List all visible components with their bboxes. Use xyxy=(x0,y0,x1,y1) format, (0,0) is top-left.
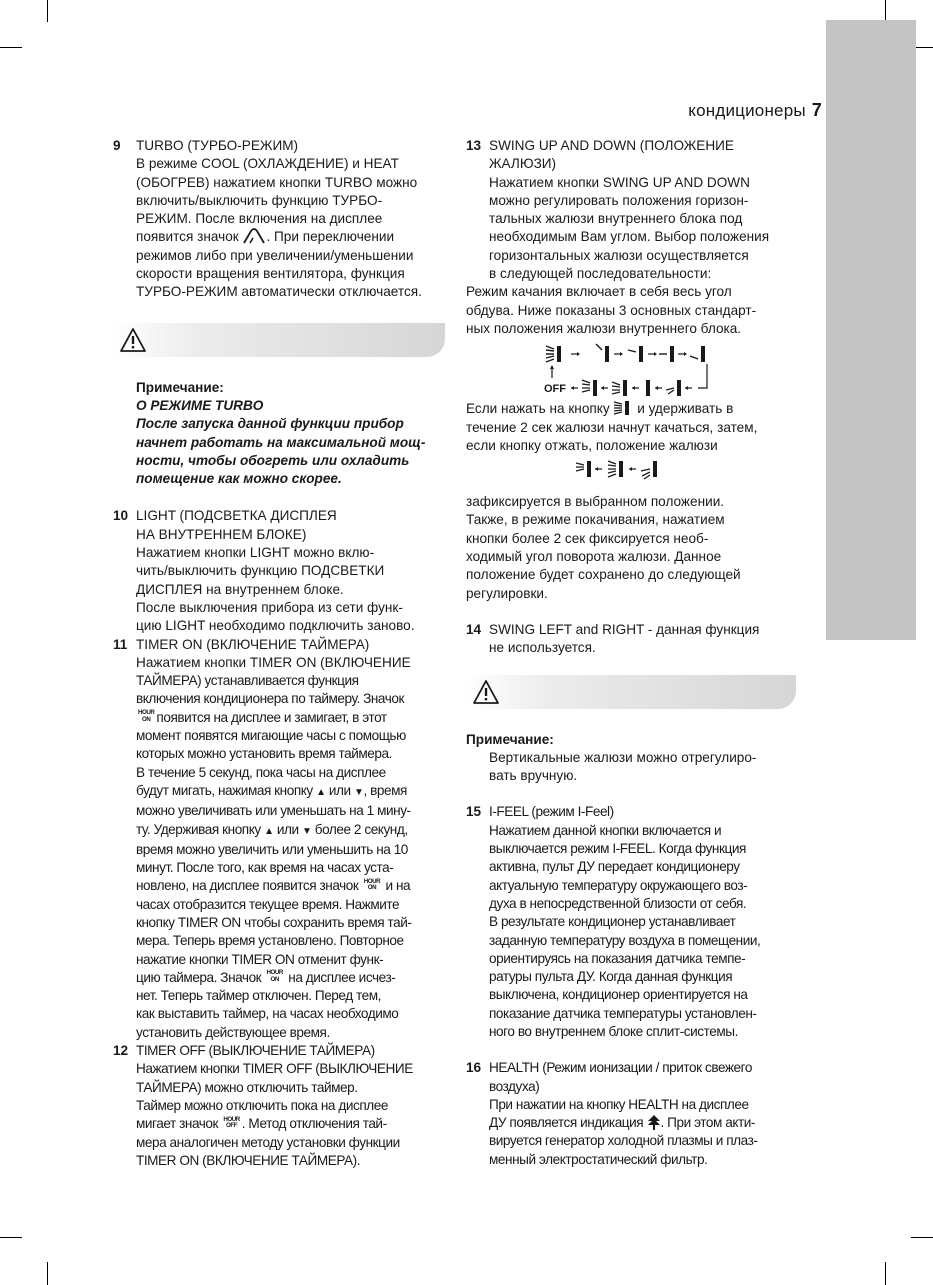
text-line: не используется. xyxy=(489,640,596,656)
hour-on-icon xyxy=(138,710,154,723)
text-line: кнопку TIMER ON чтобы сохранить время тай- xyxy=(136,914,412,930)
item-health xyxy=(466,1059,796,1169)
item-timer-on xyxy=(113,636,445,1043)
text-line: ЖАЛЮЗИ) xyxy=(489,156,557,172)
on-label: ON xyxy=(142,715,151,723)
warning-icon xyxy=(472,679,500,705)
item-number: 10 xyxy=(113,508,129,524)
text-line xyxy=(489,1114,796,1132)
text-line: необходимым Вам углом. Выбор положения xyxy=(489,229,770,245)
item-number: 15 xyxy=(466,804,482,820)
text-line: ТАЙМЕРА) устанавливается функция xyxy=(136,673,359,689)
crop-mark xyxy=(0,1237,22,1238)
note-line: После запуска данной функции прибор xyxy=(136,416,404,432)
text-line: ходимый угол поворота жалюзи. Данное xyxy=(466,549,722,565)
swing-fixed-text xyxy=(466,493,796,603)
swing-state-icon xyxy=(546,346,554,362)
text-line: вируется генератор холодной плазмы и плаз- xyxy=(489,1133,758,1149)
text-line: менный электростатический фильтр. xyxy=(489,1151,708,1167)
text-span: появится на дисплее и замигает, в этот xyxy=(156,709,387,725)
text-line: включения кондиционера по таймеру. Значок xyxy=(136,691,404,707)
text-line: При нажатии на кнопку HEALTH на дисплее xyxy=(489,1096,749,1112)
text-line: выключена, кондиционер ориентируется на xyxy=(489,987,748,1003)
text-line: РЕЖИМ. После включения на дисплее xyxy=(136,211,383,227)
crop-mark xyxy=(885,0,886,22)
health-icon xyxy=(647,1115,661,1130)
crop-mark xyxy=(47,0,48,22)
on-label: ON xyxy=(367,884,377,892)
crop-mark xyxy=(0,47,22,48)
note-subtitle: О РЕЖИМЕ TURBO xyxy=(136,397,264,413)
hour-label: HOUR xyxy=(138,709,155,717)
text-line: кнопки более 2 сек фиксируется необ- xyxy=(466,530,709,546)
note-title: Примечание: xyxy=(136,379,224,395)
right-column xyxy=(466,137,796,1169)
left-column xyxy=(113,137,445,1170)
text-line: I-FEEL (режим I-Feel) xyxy=(489,804,614,820)
warning-bar xyxy=(113,323,445,357)
item-number: 14 xyxy=(466,621,482,637)
text-line xyxy=(136,877,445,895)
text-span: мигает значок xyxy=(136,1116,219,1132)
text-line: если кнопку отжать, положение жалюзи xyxy=(466,437,718,453)
text-line: в следующей последовательности: xyxy=(489,266,712,282)
text-span: на дисплее исчез- xyxy=(288,969,396,985)
text-line: Нажатием данной кнопки включается и xyxy=(489,822,722,838)
text-span: . При этом акти- xyxy=(660,1115,755,1131)
text-line: LIGHT (ПОДСВЕТКА ДИСПЛЕЯ xyxy=(136,508,337,524)
warning-bar xyxy=(466,675,796,709)
text-line: ориентируясь на показания датчика темпе- xyxy=(489,950,746,966)
text-line: положение будет сохранено до следующей xyxy=(466,567,741,583)
text-line: регулировки. xyxy=(466,585,548,601)
text-line xyxy=(466,400,796,418)
text-line: течение 2 сек жалюзи начнут качаться, затем, xyxy=(466,419,758,435)
text-line: TIMER OFF (ВЫКЛЮЧЕНИЕ ТАЙМЕРА) xyxy=(136,1043,375,1059)
text-line xyxy=(136,969,445,987)
item-number: 9 xyxy=(113,138,121,153)
text-line: заданную температуру воздуха в помещении, xyxy=(489,932,761,948)
item-turbo xyxy=(113,137,445,302)
text-line: После выключения прибора из сети функ- xyxy=(136,599,403,615)
text-line xyxy=(136,821,445,841)
text-span: , время xyxy=(363,782,407,798)
text-line: тальных жалюзи внутреннего блока под xyxy=(489,211,743,227)
text-line xyxy=(136,228,445,246)
hour-label: HOUR xyxy=(363,877,381,885)
text-line: показание датчика температуры установлен- xyxy=(489,1005,757,1021)
text-line: TIMER ON (ВКЛЮЧЕНИЕ ТАЙМЕРА). xyxy=(136,1152,361,1168)
text-line: HEALTH (Режим ионизации / приток свежего xyxy=(489,1060,752,1076)
crop-mark xyxy=(47,1262,48,1285)
header-title: кондиционеры xyxy=(688,101,806,120)
hour-label: HOUR xyxy=(266,969,283,977)
note-line: помещение как можно скорее. xyxy=(136,471,342,487)
text-line: Таймер можно отключить пока на дисплее xyxy=(136,1097,388,1113)
text-line: скорости вращения вентилятора, функция xyxy=(136,266,405,282)
text-line: цию LIGHT необходимо подключить заново. xyxy=(136,618,415,634)
text-line: Нажатием кнопки SWING UP AND DOWN xyxy=(489,174,750,190)
text-line: как выставить таймер, на часах необходимо xyxy=(136,1006,399,1022)
text-line: чить/выключить функцию ПОДСВЕТКИ xyxy=(136,563,385,579)
on-label: ON xyxy=(270,975,279,983)
note-line: вать вручную. xyxy=(489,768,578,784)
note-line: Вертикальные жалюзи можно отрегулиро- xyxy=(489,749,757,765)
text-line: В режиме COOL (ОХЛАЖДЕНИЕ) и HEAT xyxy=(136,156,399,172)
text-line: можно увеличивать или уменьшать на 1 мину- xyxy=(136,803,411,819)
fixed-position-diagram xyxy=(466,455,796,493)
text-line: Нажатием кнопки TIMER ON (ВКЛЮЧЕНИЕ xyxy=(136,654,411,670)
text-line: можно регулировать положения горизон- xyxy=(489,192,749,208)
text-line: мера аналогичен методу установки функции xyxy=(136,1134,400,1150)
down-arrow-icon: ▼ xyxy=(353,786,364,798)
text-span: Если нажать на кнопку xyxy=(466,401,610,417)
text-span: появится значок xyxy=(136,229,239,245)
text-line: воздуха) xyxy=(489,1078,540,1094)
text-line xyxy=(136,709,445,727)
text-line: нет. Теперь таймер отключен. Перед тем, xyxy=(136,988,381,1004)
item-number: 16 xyxy=(466,1060,482,1076)
text-line: ТАЙМЕРА) можно отключить таймер. xyxy=(136,1079,358,1095)
text-line: Также, в режиме покачивания, нажатием xyxy=(466,512,725,528)
text-line: актуальную температуру окружающего воз- xyxy=(489,877,748,893)
note-turbo xyxy=(113,379,445,489)
text-line: обдува. Ниже показаны 3 основных стандарт- xyxy=(466,302,757,318)
text-span: или xyxy=(276,821,299,837)
text-line: активна, пульт ДУ передает кондиционеру xyxy=(489,859,740,875)
text-line: режимов либо при увеличении/уменьшении xyxy=(136,247,414,263)
text-line: ных положения жалюзи внутреннего блока. xyxy=(466,320,742,336)
text-line: зафиксируется в выбранном положении. xyxy=(466,494,725,510)
text-line: В течение 5 секунд, пока часы на дисплее xyxy=(136,764,386,780)
text-line: установить действующее время. xyxy=(136,1024,330,1040)
hour-label: HOUR xyxy=(223,1115,240,1123)
off-label: OFF xyxy=(544,383,566,396)
text-line: ДИСПЛЕЯ на внутреннем блоке. xyxy=(136,581,344,597)
hour-off-icon xyxy=(223,1117,239,1130)
text-line xyxy=(136,782,445,802)
text-span: или xyxy=(328,782,351,798)
page-header xyxy=(688,100,822,121)
text-line: Нажатием кнопки LIGHT можно вклю- xyxy=(136,545,375,561)
swing-press-text xyxy=(466,400,796,455)
text-line: нажатие кнопки TIMER ON отменит функ- xyxy=(136,951,384,967)
note-title: Примечание: xyxy=(466,731,554,747)
turbo-icon xyxy=(242,228,266,244)
swing-sequence-svg xyxy=(544,342,714,398)
off-label: OFF xyxy=(226,1122,238,1130)
text-line: (ОБОГРЕВ) нажатием кнопки TURBO можно xyxy=(136,174,418,190)
text-line: Нажатием кнопки TIMER OFF (ВЫКЛЮЧЕНИЕ xyxy=(136,1061,413,1077)
warning-icon xyxy=(119,327,147,353)
text-line: включить/выключить функцию ТУРБО- xyxy=(136,192,383,208)
note-line: ности, чтобы обогреть или охладить xyxy=(136,452,410,468)
text-line: выключается режим I-FEEL. Когда функция xyxy=(489,841,746,857)
text-line xyxy=(136,1115,445,1133)
side-tab xyxy=(826,20,916,640)
text-span: будут мигать, нажимая кнопку xyxy=(136,782,313,798)
text-span: и на xyxy=(385,878,411,894)
item-number: 11 xyxy=(113,636,128,652)
item-i-feel xyxy=(466,803,796,1041)
down-arrow-icon: ▼ xyxy=(301,825,312,837)
item-number: 12 xyxy=(113,1043,129,1059)
page-number: 7 xyxy=(811,100,822,120)
swing-sequence-diagram xyxy=(466,342,796,398)
text-line: горизонтальных жалюзи осуществляется xyxy=(489,247,749,263)
text-span: . При переключении xyxy=(266,229,395,245)
text-line: SWING UP AND DOWN (ПОЛОЖЕНИЕ xyxy=(489,138,734,153)
item-light xyxy=(113,507,445,635)
up-arrow-icon: ▲ xyxy=(316,786,326,798)
hour-on-icon xyxy=(267,970,283,983)
up-arrow-icon: ▲ xyxy=(264,825,274,837)
text-line: TURBO (ТУРБО-РЕЖИМ) xyxy=(136,138,299,153)
text-line: часах отобразится текущее время. Нажмите xyxy=(136,896,400,912)
text-span: ДУ появляется индикация xyxy=(489,1115,644,1131)
note-louvers xyxy=(466,731,796,786)
text-line: В результате кондиционер устанавливает xyxy=(489,914,736,930)
text-line: ратуры пульта ДУ. Когда данная функция xyxy=(489,969,733,985)
text-line: духа в непосредственной близости от себя. xyxy=(489,895,747,911)
text-line: TIMER ON (ВКЛЮЧЕНИЕ ТАЙМЕРА) xyxy=(136,636,370,652)
text-line: минут. После того, как время на часах уста- xyxy=(136,860,394,876)
text-line: мера. Теперь время установлено. Повторное xyxy=(136,933,404,949)
text-line: которых можно установить время таймера. xyxy=(136,746,392,762)
crop-mark xyxy=(885,1262,886,1285)
note-line: начнет работать на максимальной мощ- xyxy=(136,434,426,450)
text-line: SWING LEFT and RIGHT - данная функция xyxy=(489,621,760,637)
text-span: . Метод отключения тай- xyxy=(241,1116,387,1132)
item-number: 13 xyxy=(466,138,482,153)
text-span: цию таймера. Значок xyxy=(136,969,262,985)
text-line: время можно увеличить или уменьшить на 10 xyxy=(136,841,408,857)
text-span: новлено, на дисплее появится значок xyxy=(136,878,359,894)
text-span: ту. Удерживая кнопку xyxy=(136,821,261,837)
item-timer-off xyxy=(113,1042,445,1170)
text-span: более 2 секунд, xyxy=(314,821,408,837)
swing-button-icon xyxy=(613,400,633,416)
fixed-position-svg xyxy=(574,457,684,487)
text-line: момент появятся мигающие часы с помощью xyxy=(136,728,406,744)
crop-mark xyxy=(911,1237,933,1238)
text-span: и удерживать в xyxy=(637,401,734,417)
item-swing-up-down xyxy=(466,137,796,283)
text-line: Режим качания включает в себя весь угол xyxy=(466,284,732,300)
hour-on-icon xyxy=(364,879,380,892)
item-swing-left-right xyxy=(466,621,796,658)
text-line: ного во внутреннем блоке сплит-системы. xyxy=(489,1023,738,1039)
text-line: ТУРБО-РЕЖИМ автоматически отключается. xyxy=(136,284,422,300)
text-line: НА ВНУТРЕННЕМ БЛОКЕ) xyxy=(136,526,307,542)
swing-description xyxy=(466,283,796,338)
